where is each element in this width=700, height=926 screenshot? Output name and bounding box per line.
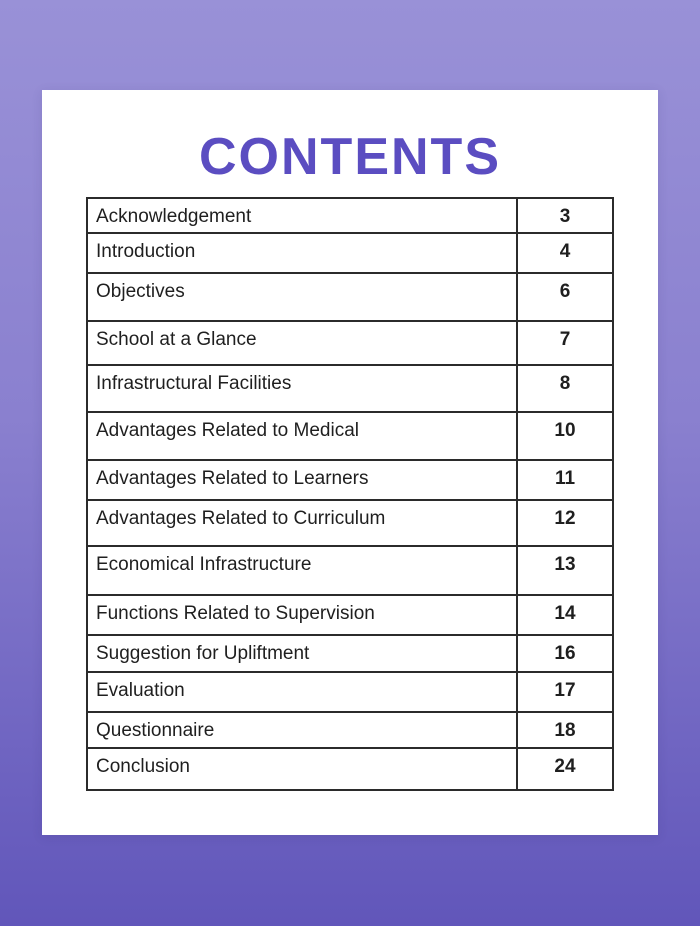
table-row (87, 460, 613, 500)
entry-title: Infrastructural Facilities (87, 365, 517, 412)
page-title: CONTENTS (199, 128, 501, 186)
table-row (87, 233, 613, 273)
entry-page-number: 24 (517, 748, 613, 790)
entry-page-number: 16 (517, 635, 613, 672)
entry-title: Acknowledgement (87, 198, 517, 233)
entry-page-number: 11 (517, 460, 613, 500)
entry-title: Conclusion (87, 748, 517, 790)
entry-title: Introduction (87, 233, 517, 273)
entry-page-number: 8 (517, 365, 613, 412)
entry-page-number: 4 (517, 233, 613, 273)
table-row (87, 273, 613, 321)
toc-table-body (87, 198, 613, 790)
table-row (87, 595, 613, 635)
table-row (87, 500, 613, 546)
entry-title: Advantages Related to Learners (87, 460, 517, 500)
table-row (87, 365, 613, 412)
entry-page-number: 7 (517, 321, 613, 365)
entry-title: Advantages Related to Medical (87, 412, 517, 460)
entry-title: Economical Infrastructure (87, 546, 517, 595)
entry-page-number: 13 (517, 546, 613, 595)
entry-title: Functions Related to Supervision (87, 595, 517, 635)
entry-title: Objectives (87, 273, 517, 321)
table-row (87, 712, 613, 748)
entry-title: Evaluation (87, 672, 517, 712)
table-row (87, 635, 613, 672)
entry-title: Advantages Related to Curriculum (87, 500, 517, 546)
table-row (87, 546, 613, 595)
content-card (42, 90, 658, 835)
entry-title: Questionnaire (87, 712, 517, 748)
entry-page-number: 10 (517, 412, 613, 460)
table-row (87, 412, 613, 460)
entry-page-number: 18 (517, 712, 613, 748)
entry-title: School at a Glance (87, 321, 517, 365)
table-row (87, 672, 613, 712)
entry-page-number: 6 (517, 273, 613, 321)
table-row (87, 748, 613, 790)
entry-page-number: 17 (517, 672, 613, 712)
entry-page-number: 14 (517, 595, 613, 635)
table-row (87, 321, 613, 365)
entry-page-number: 12 (517, 500, 613, 546)
entry-title: Suggestion for Upliftment (87, 635, 517, 672)
toc-table (86, 197, 614, 791)
entry-page-number: 3 (517, 198, 613, 233)
table-row (87, 198, 613, 233)
